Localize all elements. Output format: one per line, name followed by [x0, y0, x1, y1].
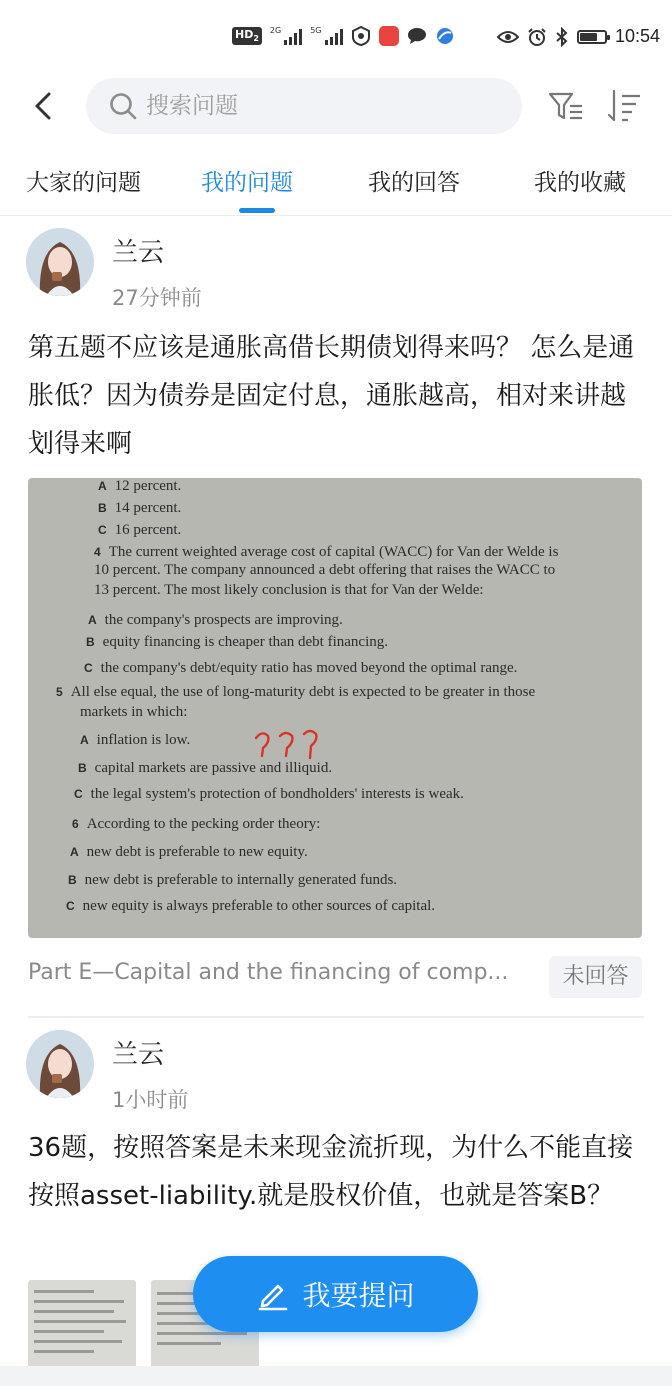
photo-line-letter: C	[98, 523, 107, 537]
photo-line-letter: C	[84, 661, 93, 675]
photo-line-text: 16 percent.	[114, 522, 182, 538]
photo-line-letter: A	[70, 845, 79, 859]
topic-tag[interactable]: Part E—Capital and the financing of comp...	[28, 960, 509, 985]
photo-line-letter: 4	[94, 545, 101, 559]
textbook-page	[28, 478, 642, 938]
back-arrow-icon[interactable]	[22, 84, 66, 128]
photo-text-line	[68, 872, 397, 889]
photo-line-letter: B	[68, 873, 77, 887]
ask-question-label: 我要提问	[302, 1279, 415, 1312]
photo-line-text: the legal system's protection of bondholders' interests is weak.	[90, 786, 464, 802]
tab-everyone-questions[interactable]: 大家的问题	[26, 170, 141, 196]
photo-text-line	[98, 522, 181, 539]
photo-line-text: 14 percent.	[114, 500, 182, 516]
photo-text-line	[94, 582, 484, 599]
signal-icon-b: 5G	[310, 27, 342, 45]
question-photo[interactable]	[28, 478, 642, 938]
photo-text-line	[94, 544, 558, 561]
message-icon	[407, 26, 427, 46]
question-card[interactable]	[0, 216, 672, 1016]
photo-text-line	[88, 612, 343, 629]
signal-icon-a: 2G	[270, 27, 302, 45]
photo-line-letter: A	[80, 733, 89, 747]
photo-line-letter: B	[78, 761, 87, 775]
photo-text-line	[56, 684, 535, 701]
avatar-image	[26, 228, 94, 296]
hd-badge: $HD_2$	[232, 27, 262, 44]
username[interactable]: 兰云	[112, 1040, 165, 1070]
search-input[interactable]	[146, 93, 486, 119]
photo-text-line	[98, 500, 181, 517]
post-time: 27分钟前	[112, 286, 202, 310]
photo-text-line	[86, 634, 388, 651]
sort-icon[interactable]	[604, 86, 644, 126]
battery-icon	[577, 30, 607, 44]
photo-line-letter: C	[66, 899, 75, 913]
handwritten-question-marks	[250, 728, 330, 764]
photo-line-letter: C	[74, 787, 83, 801]
pencil-icon	[256, 1277, 290, 1311]
question-text[interactable]: 第五题不应该是通胀高借长期债划得来吗？ 怎么是通胀低？因为债券是固定付息，通胀越高，相对来讲越划得来啊	[28, 333, 635, 459]
filter-icon[interactable]	[546, 86, 586, 126]
photo-line-text: the company's prospects are improving.	[104, 612, 343, 628]
photo-text-line	[72, 816, 320, 833]
photo-line-text: new debt is preferable to new equity.	[86, 844, 308, 860]
question-thumbnail[interactable]	[28, 1280, 136, 1370]
search-bar[interactable]	[86, 78, 522, 134]
photo-line-text: equity financing is cheaper than debt financing.	[102, 634, 388, 650]
search-icon	[108, 91, 138, 121]
photo-text-line	[66, 898, 435, 915]
tab-my-favorites[interactable]: 我的收藏	[534, 170, 626, 196]
tab-my-questions[interactable]: 我的问题	[201, 170, 293, 196]
tab-my-answers[interactable]: 我的回答	[368, 170, 460, 196]
photo-line-letter: 6	[72, 817, 79, 831]
question-text[interactable]: 36题，按照答案是未来现金流折现，为什么不能直接按照asset-liability.就是股权价值，也就是答案B？	[28, 1133, 634, 1211]
search-header	[0, 78, 672, 140]
photo-line-text: markets in which:	[80, 704, 188, 720]
post-time: 1小时前	[112, 1088, 189, 1112]
alarm-icon	[527, 27, 547, 47]
status-badge: 未回答	[549, 956, 642, 998]
photo-text-line	[84, 660, 517, 677]
photo-line-letter: B	[86, 635, 95, 649]
browser-icon	[435, 26, 455, 46]
photo-line-text: All else equal, the use of long-maturity debt is expected to be greater in those	[70, 684, 536, 700]
app-shield-icon	[351, 26, 371, 46]
photo-text-line	[80, 704, 187, 721]
shopping-app-icon	[379, 26, 399, 46]
avatar-image	[26, 1030, 94, 1098]
status-bar	[0, 0, 672, 78]
tab-bar	[0, 150, 672, 216]
photo-text-line	[74, 786, 464, 803]
username[interactable]: 兰云	[112, 238, 165, 268]
status-right	[497, 26, 660, 47]
avatar[interactable]	[26, 1030, 94, 1098]
photo-line-text: According to the pecking order theory:	[86, 816, 321, 832]
photo-line-text: new debt is preferable to internally generated funds.	[84, 872, 398, 888]
photo-line-text: The current weighted average cost of capital (WACC) for Van der Welde is	[108, 544, 559, 560]
photo-text-line	[80, 732, 190, 749]
photo-line-text: 10 percent. The company announced a debt offering that raises the WACC to	[94, 562, 556, 578]
photo-line-text: new equity is always preferable to other sources of capital.	[82, 898, 436, 914]
photo-line-text: the company's debt/equity ratio has moved beyond the optimal range.	[100, 660, 518, 676]
photo-line-text: 12 percent.	[114, 478, 182, 494]
photo-line-text: 13 percent. The most likely conclusion is that for Van der Welde:	[94, 582, 484, 598]
bottom-strip	[0, 1366, 672, 1386]
tab-indicator	[239, 208, 275, 213]
photo-line-letter: A	[98, 479, 107, 493]
clock: 10:54	[614, 26, 660, 46]
status-left	[232, 26, 455, 46]
eye-icon	[497, 29, 519, 45]
photo-line-text: inflation is low.	[96, 732, 191, 748]
photo-text-line	[98, 478, 181, 495]
bluetooth-icon	[555, 27, 569, 47]
avatar[interactable]	[26, 228, 94, 296]
photo-line-letter: A	[88, 613, 97, 627]
photo-text-line	[94, 562, 555, 579]
photo-line-letter: 5	[56, 685, 63, 699]
photo-text-line	[70, 844, 308, 861]
photo-line-letter: B	[98, 501, 107, 515]
ask-question-button[interactable]	[193, 1256, 478, 1332]
photo-line-text: capital markets are passive and illiquid.	[94, 760, 333, 776]
